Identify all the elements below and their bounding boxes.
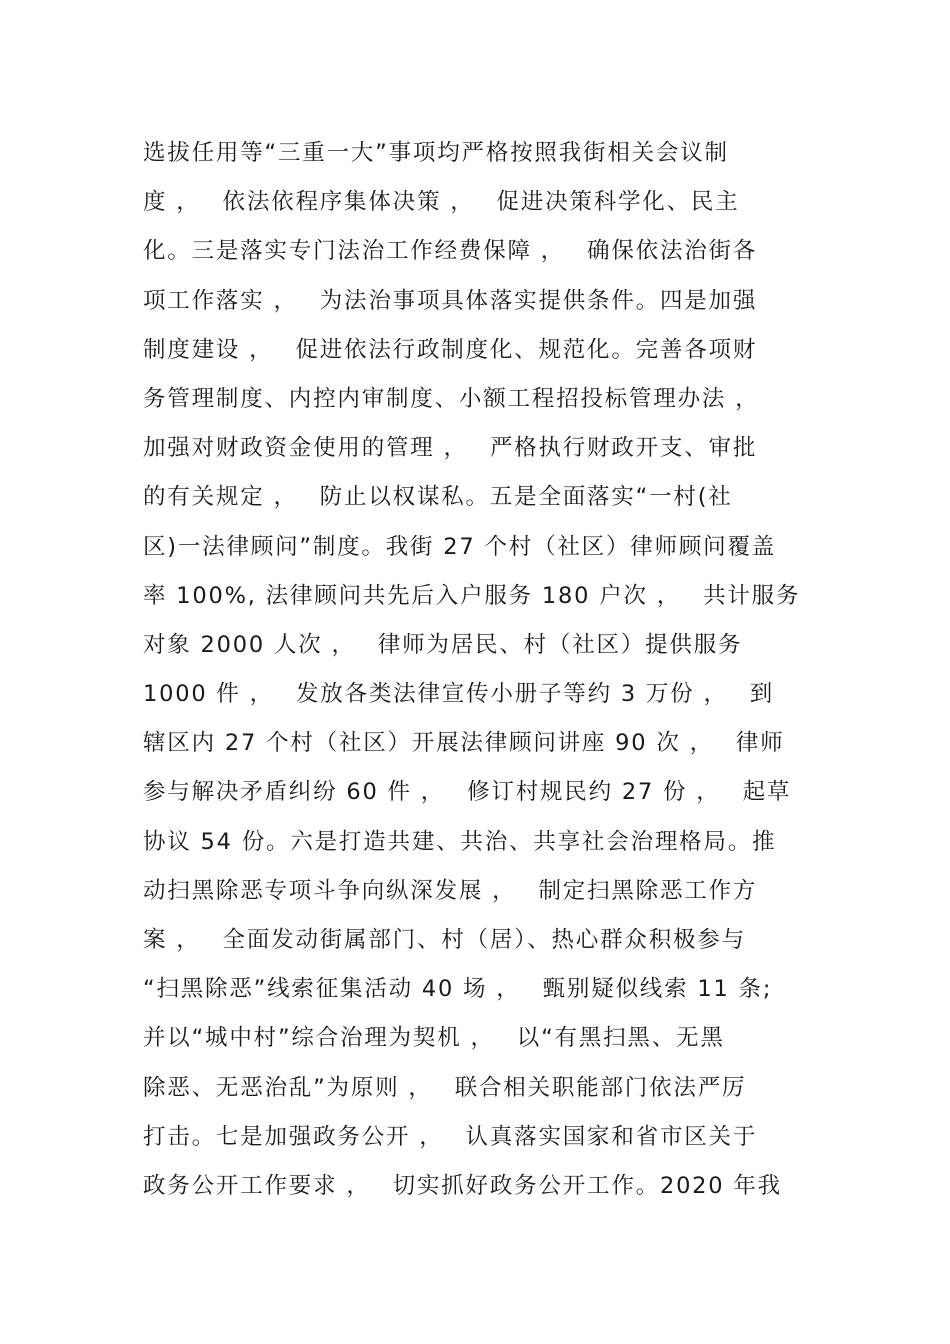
text-line: 的有关规定 ， 防止以权谋私。五是全面落实“一村(社: [143, 484, 733, 511]
text-line: 区)一法律顾问”制度。我街 27 个村（社区）律师顾问覆盖: [143, 533, 777, 560]
text-line: 选拔任用等“三重一大”事项均严格按照我街相关会议制: [143, 140, 729, 166]
text-line: 制度建设 ， 促进依法行政制度化、规范化。完善各项财: [143, 336, 758, 363]
text-line: 动扫黑除恶专项斗争向纵深发展 ， 制定扫黑除恶工作方: [143, 877, 758, 904]
text-line: 项工作落实 ， 为法治事项具体落实提供条件。四是加强: [143, 287, 758, 314]
text-line: 案 ， 全面发动街属部门、村（居）、热心群众积极参与: [143, 927, 746, 953]
text-line: 辖区内 27 个村（社区）开展法律顾问讲座 90 次 ， 律师: [143, 730, 785, 757]
text-line: 政务公开工作要求 ， 切实抓好政务公开工作。2020 年我: [143, 1172, 782, 1199]
text-line: 加强对财政资金使用的管理 ， 严格执行财政开支、审批: [143, 435, 758, 462]
text-line: 率 100%, 法律顾问共先后入户服务 180 户次 ， 共计服务: [143, 582, 801, 609]
body-text: [143, 129, 823, 1211]
text-line: 参与解决矛盾纠纷 60 件 ， 修订村规民约 27 份 ， 起草: [143, 779, 792, 806]
text-line: 度 ， 依法依程序集体决策 ， 促进决策科学化、民主: [143, 189, 740, 216]
text-line: 协议 54 份。六是打造共建、共治、共享社会治理格局。推: [143, 828, 777, 855]
text-line: 化。三是落实专门法治工作经费保障 ， 确保依法治街各: [143, 238, 758, 265]
text-line: 对象 2000 人次 ， 律师为居民、村（社区）提供服务: [143, 631, 743, 658]
text-line: 并以“城中村”综合治理为契机 ， 以“有黑扫黑、无黑: [143, 1025, 725, 1052]
text-line: “扫黑除恶”线索征集活动 40 场 ， 甄别疑似线索 11 条;: [143, 976, 773, 1003]
text-line: 1000 件 ， 发放各类法律宣传小册子等约 3 万份 ， 到: [143, 681, 775, 708]
text-line: 务管理制度、内控内审制度、小额工程招投标管理办法 ，: [143, 385, 760, 412]
text-line: 打击。七是加强政务公开 ， 认真落实国家和省市区关于: [143, 1123, 758, 1150]
text-line: 除恶、无恶治乱”为原则 ， 联合相关职能部门依法严厉: [143, 1074, 747, 1101]
